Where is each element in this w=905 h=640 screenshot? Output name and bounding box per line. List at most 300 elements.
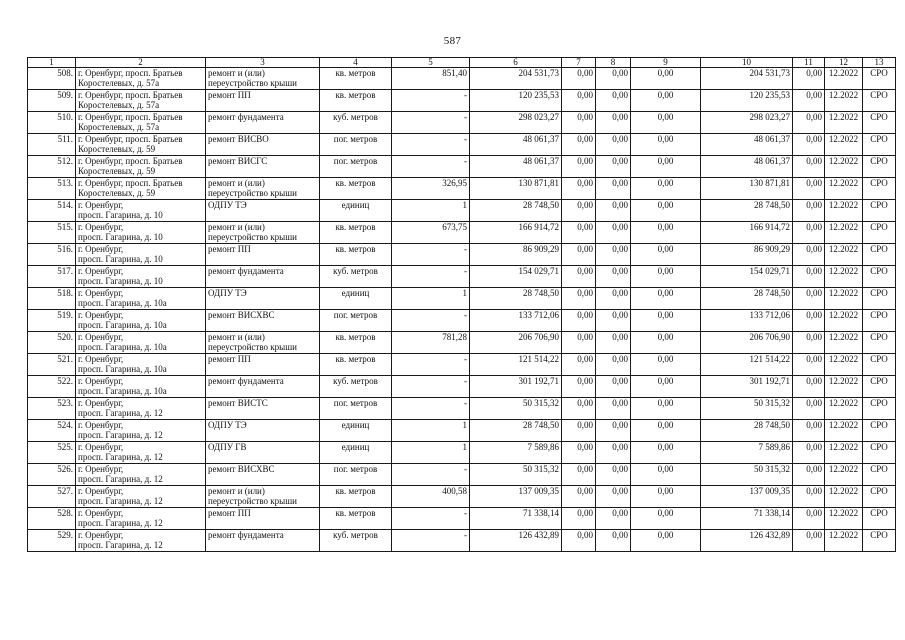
address-cell [76, 288, 206, 310]
total-cost-cell: 130 871,81 [470, 178, 562, 200]
unit-cell: кв. метров [320, 354, 392, 376]
table-row [28, 90, 896, 112]
work-type-cell-line-1: ремонт ПП [208, 354, 251, 364]
deadline-cell: 12.2022 [825, 244, 863, 266]
fund-cell-7: 0,00 [562, 508, 596, 530]
work-type-cell-line-1: ремонт ПП [208, 508, 251, 518]
work-type-cell-line-1: ремонт и (или) [208, 222, 265, 232]
unit-cell: кв. метров [320, 178, 392, 200]
address-cell-line-2: просп. Гагарина, д. 12 [78, 452, 163, 462]
address-cell [76, 90, 206, 112]
work-type-cell [206, 398, 320, 420]
volume-cell: - [392, 508, 470, 530]
work-type-cell-line-2: переустройство крыши [208, 232, 297, 242]
address-cell-line-1: г. Оренбург, [78, 486, 124, 496]
volume-cell: - [392, 530, 470, 552]
method-cell: СРО [863, 90, 896, 112]
address-cell [76, 332, 206, 354]
deadline-cell: 12.2022 [825, 112, 863, 134]
fund-cell-11: 0,00 [793, 90, 825, 112]
fund-cell-10: 298 023,27 [701, 112, 793, 134]
deadline-cell: 12.2022 [825, 134, 863, 156]
total-cost-cell: 50 315,32 [470, 398, 562, 420]
row-number: 510. [28, 112, 76, 134]
table-row [28, 332, 896, 354]
fund-cell-7: 0,00 [562, 222, 596, 244]
table-row [28, 530, 896, 552]
table-row [28, 222, 896, 244]
work-type-cell [206, 112, 320, 134]
method-cell: СРО [863, 398, 896, 420]
volume-cell: - [392, 134, 470, 156]
fund-cell-11: 0,00 [793, 266, 825, 288]
work-type-cell [206, 68, 320, 90]
work-type-cell-line-1: ремонт ВИСГС [208, 156, 268, 166]
fund-cell-9: 0,00 [631, 332, 701, 354]
address-cell-line-1: г. Оренбург, [78, 420, 124, 430]
volume-cell: 1 [392, 288, 470, 310]
fund-cell-9: 0,00 [631, 376, 701, 398]
fund-cell-9: 0,00 [631, 464, 701, 486]
fund-cell-10: 154 029,71 [701, 266, 793, 288]
address-cell-line-2: просп. Гагарина, д. 10а [78, 298, 167, 308]
work-type-cell [206, 134, 320, 156]
fund-cell-7: 0,00 [562, 420, 596, 442]
fund-cell-8: 0,00 [596, 134, 631, 156]
address-cell-line-2: Коростелевых, д. 59 [78, 188, 156, 198]
fund-cell-8: 0,00 [596, 398, 631, 420]
work-type-cell-line-1: ремонт и (или) [208, 332, 265, 342]
work-type-cell [206, 200, 320, 222]
fund-cell-7: 0,00 [562, 134, 596, 156]
fund-cell-11: 0,00 [793, 486, 825, 508]
address-cell-line-2: Коростелевых, д. 57а [78, 78, 160, 88]
fund-cell-7: 0,00 [562, 310, 596, 332]
work-type-cell [206, 178, 320, 200]
row-number: 520. [28, 332, 76, 354]
fund-cell-10: 130 871,81 [701, 178, 793, 200]
unit-cell: кв. метров [320, 68, 392, 90]
work-type-cell [206, 156, 320, 178]
row-number: 529. [28, 530, 76, 552]
fund-cell-8: 0,00 [596, 420, 631, 442]
fund-cell-9: 0,00 [631, 178, 701, 200]
column-header: 5 [392, 58, 470, 68]
row-number: 528. [28, 508, 76, 530]
work-type-cell [206, 508, 320, 530]
fund-cell-11: 0,00 [793, 398, 825, 420]
fund-cell-9: 0,00 [631, 486, 701, 508]
deadline-cell: 12.2022 [825, 530, 863, 552]
row-number: 519. [28, 310, 76, 332]
fund-cell-7: 0,00 [562, 156, 596, 178]
work-type-cell-line-1: ремонт фундамента [208, 266, 284, 276]
deadline-cell: 12.2022 [825, 156, 863, 178]
fund-cell-8: 0,00 [596, 156, 631, 178]
row-number: 525. [28, 442, 76, 464]
method-cell: СРО [863, 442, 896, 464]
address-cell-line-1: г. Оренбург, [78, 288, 124, 298]
fund-cell-10: 120 235,53 [701, 90, 793, 112]
fund-cell-9: 0,00 [631, 266, 701, 288]
address-cell [76, 68, 206, 90]
work-type-cell [206, 464, 320, 486]
address-cell-line-2: просп. Гагарина, д. 10а [78, 320, 167, 330]
address-cell-line-2: просп. Гагарина, д. 12 [78, 518, 163, 528]
fund-cell-10: 28 748,50 [701, 288, 793, 310]
table-row [28, 134, 896, 156]
deadline-cell: 12.2022 [825, 376, 863, 398]
fund-cell-7: 0,00 [562, 332, 596, 354]
method-cell: СРО [863, 134, 896, 156]
method-cell: СРО [863, 200, 896, 222]
table-row [28, 200, 896, 222]
deadline-cell: 12.2022 [825, 68, 863, 90]
deadline-cell: 12.2022 [825, 508, 863, 530]
row-number: 526. [28, 464, 76, 486]
table-row [28, 244, 896, 266]
fund-cell-9: 0,00 [631, 310, 701, 332]
address-cell-line-1: г. Оренбург, просп. Братьев [78, 134, 183, 144]
deadline-cell: 12.2022 [825, 398, 863, 420]
fund-cell-10: 50 315,32 [701, 464, 793, 486]
fund-cell-10: 126 432,89 [701, 530, 793, 552]
deadline-cell: 12.2022 [825, 310, 863, 332]
row-number: 509. [28, 90, 76, 112]
unit-cell: пог. метров [320, 464, 392, 486]
method-cell: СРО [863, 332, 896, 354]
work-type-cell [206, 376, 320, 398]
volume-cell: - [392, 310, 470, 332]
row-number: 524. [28, 420, 76, 442]
total-cost-cell: 28 748,50 [470, 420, 562, 442]
address-cell [76, 376, 206, 398]
fund-cell-9: 0,00 [631, 200, 701, 222]
fund-cell-10: 50 315,32 [701, 398, 793, 420]
volume-cell: - [392, 90, 470, 112]
column-header: 12 [825, 58, 863, 68]
total-cost-cell: 301 192,71 [470, 376, 562, 398]
fund-cell-10: 206 706,90 [701, 332, 793, 354]
deadline-cell: 12.2022 [825, 354, 863, 376]
address-cell-line-2: просп. Гагарина, д. 12 [78, 496, 163, 506]
fund-cell-10: 48 061,37 [701, 156, 793, 178]
fund-cell-7: 0,00 [562, 288, 596, 310]
work-type-cell-line-2: переустройство крыши [208, 188, 297, 198]
fund-cell-10: 204 531,73 [701, 68, 793, 90]
volume-cell: - [392, 266, 470, 288]
work-type-cell-line-1: ремонт фундамента [208, 112, 284, 122]
volume-cell: 851,40 [392, 68, 470, 90]
work-type-cell [206, 442, 320, 464]
unit-cell: кв. метров [320, 244, 392, 266]
table-row [28, 288, 896, 310]
fund-cell-8: 0,00 [596, 508, 631, 530]
fund-cell-10: 301 192,71 [701, 376, 793, 398]
total-cost-cell: 28 748,50 [470, 200, 562, 222]
address-cell-line-1: г. Оренбург, [78, 310, 124, 320]
address-cell [76, 178, 206, 200]
fund-cell-7: 0,00 [562, 200, 596, 222]
row-number: 514. [28, 200, 76, 222]
work-type-cell-line-1: ремонт и (или) [208, 68, 265, 78]
address-cell-line-2: просп. Гагарина, д. 10а [78, 364, 167, 374]
work-type-cell-line-1: ОДПУ ТЭ [208, 200, 247, 210]
deadline-cell: 12.2022 [825, 266, 863, 288]
fund-cell-11: 0,00 [793, 244, 825, 266]
fund-cell-11: 0,00 [793, 112, 825, 134]
address-cell [76, 464, 206, 486]
address-cell [76, 508, 206, 530]
work-type-cell-line-1: ремонт ПП [208, 90, 251, 100]
total-cost-cell: 48 061,37 [470, 156, 562, 178]
table-row [28, 442, 896, 464]
fund-cell-9: 0,00 [631, 112, 701, 134]
total-cost-cell: 50 315,32 [470, 464, 562, 486]
column-header: 8 [596, 58, 631, 68]
fund-cell-8: 0,00 [596, 244, 631, 266]
volume-cell: - [392, 244, 470, 266]
fund-cell-11: 0,00 [793, 200, 825, 222]
column-header: 11 [793, 58, 825, 68]
address-cell-line-1: г. Оренбург, [78, 442, 124, 452]
row-number: 512. [28, 156, 76, 178]
fund-cell-8: 0,00 [596, 288, 631, 310]
unit-cell: единиц [320, 200, 392, 222]
fund-cell-9: 0,00 [631, 420, 701, 442]
fund-cell-7: 0,00 [562, 530, 596, 552]
fund-cell-10: 7 589,86 [701, 442, 793, 464]
table-row [28, 486, 896, 508]
method-cell: СРО [863, 156, 896, 178]
address-cell [76, 442, 206, 464]
volume-cell: 1 [392, 442, 470, 464]
total-cost-cell: 28 748,50 [470, 288, 562, 310]
work-type-cell-line-1: ремонт и (или) [208, 178, 265, 188]
fund-cell-8: 0,00 [596, 530, 631, 552]
unit-cell: кв. метров [320, 508, 392, 530]
fund-cell-11: 0,00 [793, 68, 825, 90]
work-type-cell-line-1: ремонт фундамента [208, 376, 284, 386]
fund-cell-8: 0,00 [596, 112, 631, 134]
column-header: 4 [320, 58, 392, 68]
column-header: 9 [631, 58, 701, 68]
volume-cell: - [392, 156, 470, 178]
address-cell-line-2: просп. Гагарина, д. 12 [78, 430, 163, 440]
row-number: 517. [28, 266, 76, 288]
work-type-cell [206, 266, 320, 288]
fund-cell-8: 0,00 [596, 266, 631, 288]
method-cell: СРО [863, 530, 896, 552]
fund-cell-7: 0,00 [562, 178, 596, 200]
total-cost-cell: 86 909,29 [470, 244, 562, 266]
work-type-cell [206, 486, 320, 508]
method-cell: СРО [863, 420, 896, 442]
work-type-cell [206, 354, 320, 376]
address-cell [76, 156, 206, 178]
unit-cell: пог. метров [320, 310, 392, 332]
address-cell-line-1: г. Оренбург, просп. Братьев [78, 68, 183, 78]
fund-cell-11: 0,00 [793, 310, 825, 332]
row-number: 518. [28, 288, 76, 310]
unit-cell: кв. метров [320, 90, 392, 112]
work-type-cell-line-1: ремонт фундамента [208, 530, 284, 540]
address-cell-line-2: просп. Гагарина, д. 10 [78, 276, 163, 286]
fund-cell-11: 0,00 [793, 156, 825, 178]
table-row [28, 376, 896, 398]
address-cell [76, 200, 206, 222]
address-cell-line-1: г. Оренбург, просп. Братьев [78, 90, 183, 100]
method-cell: СРО [863, 178, 896, 200]
fund-cell-9: 0,00 [631, 244, 701, 266]
volume-cell: 781,28 [392, 332, 470, 354]
fund-cell-10: 71 338,14 [701, 508, 793, 530]
fund-cell-10: 86 909,29 [701, 244, 793, 266]
work-type-cell-line-1: ремонт ВИСХВС [208, 464, 275, 474]
method-cell: СРО [863, 508, 896, 530]
address-cell-line-2: просп. Гагарина, д. 10а [78, 342, 167, 352]
method-cell: СРО [863, 244, 896, 266]
row-number: 522. [28, 376, 76, 398]
fund-cell-9: 0,00 [631, 398, 701, 420]
address-cell-line-1: г. Оренбург, [78, 376, 124, 386]
volume-cell: 400,58 [392, 486, 470, 508]
method-cell: СРО [863, 288, 896, 310]
address-cell [76, 244, 206, 266]
table-row [28, 464, 896, 486]
fund-cell-7: 0,00 [562, 442, 596, 464]
work-type-cell [206, 244, 320, 266]
fund-cell-11: 0,00 [793, 288, 825, 310]
volume-cell: - [392, 464, 470, 486]
address-cell-line-1: г. Оренбург, просп. Братьев [78, 156, 183, 166]
total-cost-cell: 137 009,35 [470, 486, 562, 508]
method-cell: СРО [863, 68, 896, 90]
address-cell-line-2: Коростелевых, д. 57а [78, 100, 160, 110]
address-cell-line-1: г. Оренбург, [78, 332, 124, 342]
address-cell-line-1: г. Оренбург, [78, 354, 124, 364]
table-row [28, 112, 896, 134]
address-cell-line-2: просп. Гагарина, д. 12 [78, 408, 163, 418]
method-cell: СРО [863, 266, 896, 288]
unit-cell: куб. метров [320, 376, 392, 398]
total-cost-cell: 7 589,86 [470, 442, 562, 464]
fund-cell-11: 0,00 [793, 376, 825, 398]
method-cell: СРО [863, 354, 896, 376]
table-row [28, 178, 896, 200]
address-cell [76, 354, 206, 376]
work-type-cell [206, 90, 320, 112]
total-cost-cell: 133 712,06 [470, 310, 562, 332]
method-cell: СРО [863, 222, 896, 244]
method-cell: СРО [863, 310, 896, 332]
address-cell-line-2: просп. Гагарина, д. 10 [78, 232, 163, 242]
work-type-cell [206, 288, 320, 310]
fund-cell-10: 166 914,72 [701, 222, 793, 244]
work-type-cell-line-1: ремонт ВИСТС [208, 398, 268, 408]
fund-cell-10: 28 748,50 [701, 200, 793, 222]
unit-cell: куб. метров [320, 112, 392, 134]
fund-cell-7: 0,00 [562, 398, 596, 420]
fund-cell-9: 0,00 [631, 288, 701, 310]
table-row [28, 266, 896, 288]
deadline-cell: 12.2022 [825, 486, 863, 508]
fund-cell-11: 0,00 [793, 442, 825, 464]
fund-cell-8: 0,00 [596, 68, 631, 90]
fund-cell-11: 0,00 [793, 530, 825, 552]
column-header: 1 [28, 58, 76, 68]
fund-cell-7: 0,00 [562, 486, 596, 508]
volume-cell: 1 [392, 420, 470, 442]
table-row [28, 354, 896, 376]
volume-cell: 1 [392, 200, 470, 222]
work-type-cell-line-1: ОДПУ ТЭ [208, 420, 247, 430]
total-cost-cell: 206 706,90 [470, 332, 562, 354]
row-number: 521. [28, 354, 76, 376]
total-cost-cell: 166 914,72 [470, 222, 562, 244]
unit-cell: единиц [320, 288, 392, 310]
address-cell [76, 222, 206, 244]
work-type-cell-line-1: ремонт ВИСВО [208, 134, 269, 144]
address-cell-line-2: просп. Гагарина, д. 12 [78, 474, 163, 484]
fund-cell-9: 0,00 [631, 90, 701, 112]
fund-cell-9: 0,00 [631, 442, 701, 464]
fund-cell-8: 0,00 [596, 354, 631, 376]
column-header: 10 [701, 58, 793, 68]
deadline-cell: 12.2022 [825, 90, 863, 112]
address-cell-line-2: просп. Гагарина, д. 12 [78, 540, 163, 550]
fund-cell-11: 0,00 [793, 464, 825, 486]
unit-cell: кв. метров [320, 222, 392, 244]
address-cell-line-2: Коростелевых, д. 59 [78, 166, 156, 176]
fund-cell-9: 0,00 [631, 530, 701, 552]
work-type-cell-line-2: переустройство крыши [208, 496, 297, 506]
total-cost-cell: 71 338,14 [470, 508, 562, 530]
fund-cell-11: 0,00 [793, 134, 825, 156]
address-cell [76, 398, 206, 420]
table-row [28, 310, 896, 332]
fund-cell-8: 0,00 [596, 178, 631, 200]
address-cell-line-2: просп. Гагарина, д. 10 [78, 210, 163, 220]
row-number: 516. [28, 244, 76, 266]
volume-cell: - [392, 354, 470, 376]
work-type-cell [206, 332, 320, 354]
fund-cell-11: 0,00 [793, 332, 825, 354]
fund-cell-9: 0,00 [631, 222, 701, 244]
row-number: 527. [28, 486, 76, 508]
address-cell-line-2: Коростелевых, д. 57а [78, 122, 160, 132]
fund-cell-7: 0,00 [562, 244, 596, 266]
fund-cell-7: 0,00 [562, 90, 596, 112]
work-type-cell-line-1: ремонт ВИСХВС [208, 310, 275, 320]
fund-cell-11: 0,00 [793, 222, 825, 244]
fund-cell-8: 0,00 [596, 222, 631, 244]
deadline-cell: 12.2022 [825, 442, 863, 464]
work-type-cell-line-2: переустройство крыши [208, 342, 297, 352]
row-number: 515. [28, 222, 76, 244]
address-cell-line-1: г. Оренбург, [78, 508, 124, 518]
address-cell-line-1: г. Оренбург, [78, 530, 124, 540]
table-row [28, 508, 896, 530]
work-type-cell-line-2: переустройство крыши [208, 78, 297, 88]
fund-cell-9: 0,00 [631, 68, 701, 90]
fund-cell-7: 0,00 [562, 266, 596, 288]
column-header: 6 [470, 58, 562, 68]
total-cost-cell: 204 531,73 [470, 68, 562, 90]
work-type-cell-line-1: ОДПУ ГВ [208, 442, 247, 452]
works-table [27, 57, 896, 552]
unit-cell: пог. метров [320, 156, 392, 178]
